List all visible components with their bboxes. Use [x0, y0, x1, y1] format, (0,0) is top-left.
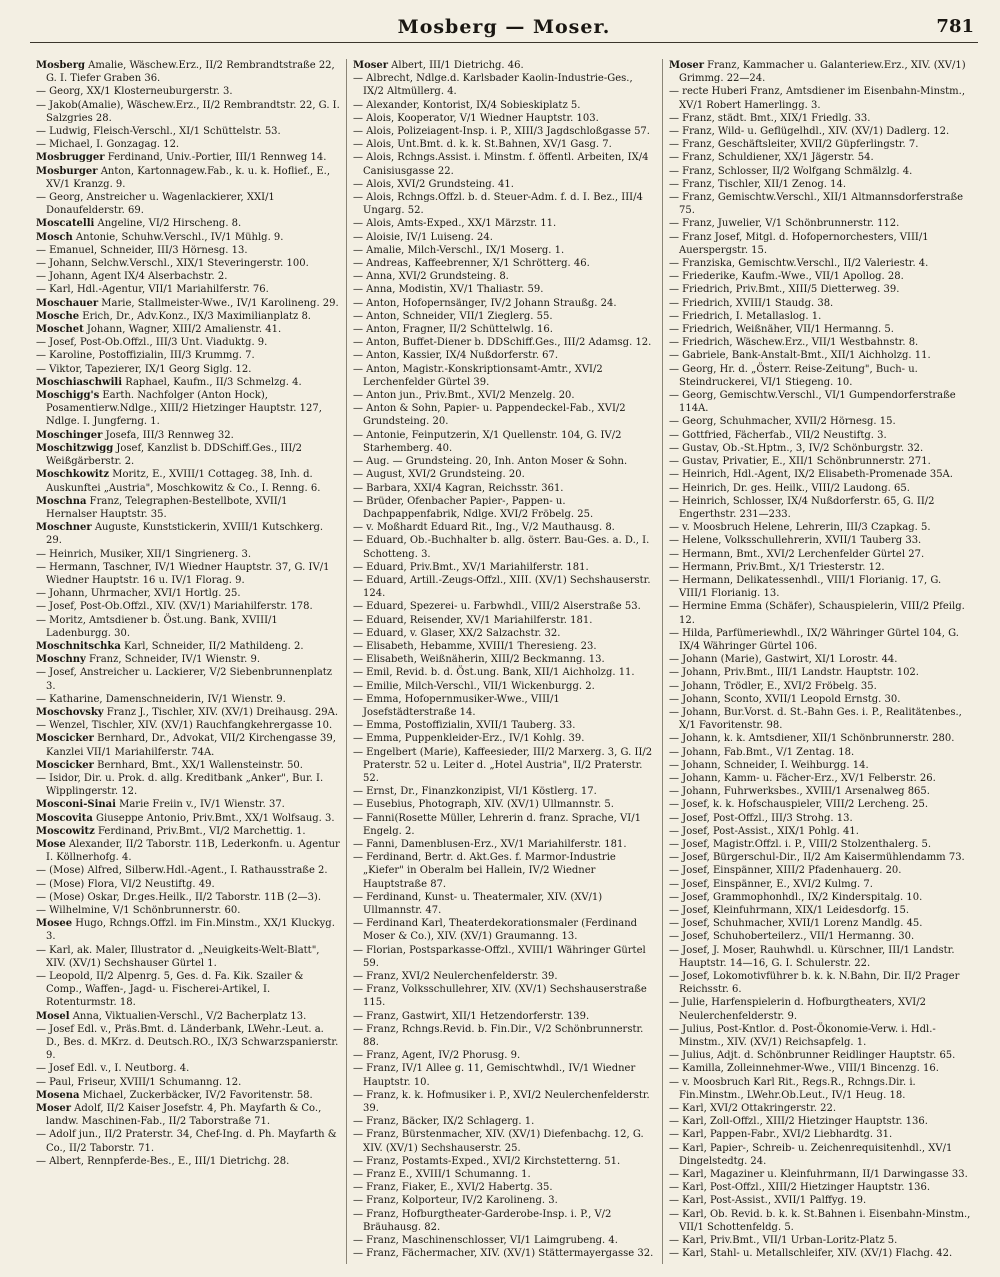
- directory-entry: — Franz, Agent, IV/2 Phorusg. 9.: [353, 1050, 521, 1062]
- running-head: Mosberg — Moser.: [397, 16, 611, 38]
- directory-entry: — Franz, Gastwirt, XII/1 Hetzendorferstr. 139.: [353, 1010, 590, 1022]
- directory-entry: — Josef, J. Moser, Rauhwhdl. u. Kürschner, III/1 Landstr. Hauptstr. 14—16, G. I. Schulerstr. 22.: [669, 944, 955, 969]
- directory-entry: — recte Huberi Franz, Amtsdiener im Eisenbahn-Minstm., XV/1 Robert Hamerlingg. 3.: [669, 86, 966, 111]
- directory-entry: — Franz, Geschäftsleiter, XVII/2 Güpferlingstr. 7.: [669, 139, 919, 151]
- directory-entry: — Johann (Marie), Gastwirt, XI/1 Lorostr. 44.: [669, 654, 898, 666]
- directory-entry: — Josef, Grammophonhdl., IX/2 Kinderspitalg. 10.: [669, 891, 923, 903]
- directory-entry: — Josef, Einspänner, E., XVI/2 Kulmg. 7.: [669, 878, 873, 890]
- directory-entry: — Jakob(Amalie), Wäschew.Erz., II/2 Rembrandtstr. 22, G. I. Salzgries 28.: [36, 99, 340, 124]
- directory-entry: — Hermann, Bmt., XVI/2 Lerchenfelder Gürtel 27.: [669, 548, 925, 560]
- directory-entry: — v. Moßhardt Eduard Rit., Ing., V/2 Mauthausg. 8.: [353, 522, 615, 534]
- directory-entry: — Josef Edl. v., I. Neutborg. 4.: [36, 1063, 190, 1075]
- directory-entry: — Alois, Polizeiagent-Insp. i. P., XIII/3 Jagdschloßgasse 57.: [353, 126, 650, 138]
- directory-entry: — Wenzel, Tischler, XIV. (XV/1) Rauchfangkehrergasse 10.: [36, 720, 333, 732]
- directory-entry: — Eduard, Ob.-Buchhalter b. allg. österr. Bau-Ges. a. D., I. Schotteng. 3.: [353, 535, 650, 560]
- directory-entry: Moschny Franz, Schneider, IV/1 Wienstr. 9.: [36, 654, 261, 666]
- directory-entry: — Anton, Magistr.-Konskriptionsamt-Amtr., XVI/2 Lerchenfelder Gürtel 39.: [353, 363, 603, 388]
- directory-entry: — Franz, k. k. Hofmusiker i. P., XVI/2 Neulerchenfelderstr. 39.: [353, 1089, 650, 1115]
- directory-entry: Mosena Michael, Zuckerbäcker, IV/2 Favoritenstr. 58.: [36, 1089, 313, 1101]
- directory-entry: — Julius, Adjt. d. Schönbrunner Reidlinger Hauptstr. 65.: [669, 1050, 956, 1062]
- directory-entry: Moschiaschwili Raphael, Kaufm., II/3 Schmelzg. 4.: [36, 376, 302, 388]
- directory-entry: — Emilie, Milch-Verschl., VII/1 Wickenburgg. 2.: [353, 680, 595, 692]
- directory-entry: — Franz, Schuldiener, XX/1 Jägerstr. 54.: [669, 152, 874, 164]
- directory-entry: — Franz, Fächermacher, XIV. (XV/1) Stättermayergasse 32.: [353, 1248, 654, 1260]
- directory-entry: — Heinrich, Schlosser, IX/4 Nußdorferstr. 65, G. II/2 Engerthstr. 231—233.: [669, 495, 935, 520]
- directory-entry: — Elisabeth, Weißnäherin, XIII/2 Beckmanng. 13.: [353, 654, 605, 666]
- directory-entry: Moser Franz, Kammacher u. Galanteriew.Erz., XIV. (XV/1) Grimmg. 22—24.: [669, 60, 966, 85]
- directory-entry: Moschner Auguste, Kunststickerin, XVIII/1 Kutschkerg. 29.: [36, 522, 324, 547]
- directory-entry: — Franz, Wild- u. Geflügelhdl., XIV. (XV/1) Dadlerg. 12.: [669, 126, 950, 138]
- directory-entry: — Barbara, XXI/4 Kagran, Reichsstr. 361.: [353, 482, 564, 494]
- directory-entry: — Johann, Fab.Bmt., V/1 Zentag. 18.: [669, 746, 855, 758]
- directory-entry: Mose Alexander, II/2 Taborstr. 11B, Lederkonfn. u. Agentur I. Köllnerhofg. 4.: [36, 838, 340, 864]
- directory-entry: — Josef, Schuhoberteilerz., VII/1 Hermanng. 30.: [669, 931, 915, 943]
- directory-entry: Moscowitz Ferdinand, Priv.Bmt., VI/2 Marchettig. 1.: [36, 825, 306, 837]
- directory-entry: — Ferdinand, Bertr. d. Akt.Ges. f. Marmor-Industrie „Kiefer" in Oberalm bei Hallein, IV/2 Wiedner Hauptstraße 87.: [353, 852, 616, 890]
- directory-entry: — Heinrich, Hdl.-Agent, IX/2 Elisabeth-Promenade 35A.: [669, 469, 953, 481]
- directory-entry: — Alexander, Kontorist, IX/4 Sobieskiplatz 5.: [353, 99, 581, 111]
- directory-entry: — Alois, Kooperator, V/1 Wiedner Hauptstr. 103.: [353, 112, 599, 124]
- directory-entry: — v. Moosbruch Helene, Lehrerin, III/3 Czapkag. 5.: [669, 522, 931, 534]
- directory-entry: — Brüder, Ofenbacher Papier-, Pappen- u. Dachpappenfabrik, Ndlge. XVI/2 Fröbelg. 25.: [353, 495, 594, 520]
- directory-entry: — Franz, Postamts-Exped., XVI/2 Kirchstetterng. 51.: [353, 1155, 621, 1167]
- directory-entry: Mosel Anna, Viktualien-Verschl., V/2 Bacherplatz 13.: [36, 1010, 307, 1022]
- directory-entry: — Eduard, Priv.Bmt., XV/1 Mariahilferstr. 181.: [353, 561, 589, 573]
- directory-entry: — Karoline, Postoffizialin, III/3 Krummg. 7.: [36, 350, 255, 362]
- directory-entry: — Josef, k. k. Hofschauspieler, VIII/2 Lercheng. 25.: [669, 799, 928, 811]
- directory-entry: — Julie, Harfenspielerin d. Hofburgtheaters, XVI/2 Neulerchenfelderstr. 9.: [669, 997, 926, 1022]
- directory-columns: [30, 59, 978, 1264]
- directory-entry: — Aloisie, IV/1 Luiseng. 24.: [353, 231, 493, 243]
- directory-entry: — Anna, Modistin, XV/1 Thaliastr. 59.: [353, 284, 544, 296]
- directory-entry: — Gottfried, Fächerfab., VII/2 Neustiftg. 3.: [669, 429, 887, 441]
- directory-entry: — Heinrich, Dr. ges. Heilk., VIII/2 Laudong. 65.: [669, 482, 910, 494]
- directory-entry: — Josef Edl. v., Präs.Bmt. d. Länderbank, LWehr.-Leut. a. D., Bes. d. MKrz. d. Deutsch.RO., IX/3 Schwarzspanierstr. 9.: [36, 1023, 339, 1062]
- directory-entry: — Moritz, Amtsdiener b. Öst.ung. Bank, XVIII/1 Ladenburgg. 30.: [36, 614, 278, 639]
- directory-entry: — Friedrich, I. Metallaslog. 1.: [669, 310, 822, 322]
- directory-entry: — Paul, Friseur, XVIII/1 Schumanng. 12.: [36, 1076, 242, 1088]
- directory-entry: — Josef, Schuhmacher, XVII/1 Lorenz Mandlg. 45.: [669, 918, 923, 930]
- directory-entry: — Karl, Pappen-Fabr., XVI/2 Liebhardtg. 31.: [669, 1129, 893, 1141]
- directory-entry: — Franziska, Gemischtw.Verschl., II/2 Valeriestr. 4.: [669, 258, 929, 270]
- directory-entry: — Anton, Schneider, VII/1 Zieglerg. 55.: [353, 310, 553, 322]
- directory-entry: — Kamilla, Zolleinnehmer-Wwe., VIII/1 Bincenzg. 16.: [669, 1063, 939, 1075]
- directory-entry: Moschnitschka Karl, Schneider, II/2 Mathildeng. 2.: [36, 640, 304, 652]
- directory-entry: Mosconi-Sinai Marie Freiin v., IV/1 Wienstr. 37.: [36, 799, 285, 811]
- directory-entry: — Friedrich, Priv.Bmt., XIII/5 Dietterweg. 39.: [669, 284, 900, 296]
- directory-entry: Moschauer Marie, Stallmeister-Wwe., IV/1 Karolineng. 29.: [36, 297, 339, 309]
- directory-entry: — Johann, Selchw.Verschl., XIX/1 Steveringerstr. 100.: [36, 258, 309, 270]
- directory-entry: — Johann, Schneider, I. Weihburgg. 14.: [669, 759, 869, 771]
- directory-entry: — Hilda, Parfümeriewhdl., IX/2 Währinger Gürtel 104, G. IX/4 Währinger Gürtel 106.: [669, 627, 959, 652]
- directory-entry: Mosch Antonie, Schuhw.Verschl., IV/1 Mühlg. 9.: [36, 231, 284, 243]
- directory-entry: — Johann, Agent IX/4 Alserbachstr. 2.: [36, 271, 228, 283]
- directory-entry: — Anton & Sohn, Papier- u. Pappendeckel-Fab., XVI/2 Grundsteing. 20.: [353, 403, 626, 428]
- directory-entry: Mosberg Amalie, Wäschew.Erz., II/2 Rembrandtstraße 22, G. I. Tiefer Graben 36.: [36, 60, 335, 85]
- directory-entry: — Karl, Magaziner u. Kleinfuhrmann, II/1 Darwingasse 33.: [669, 1169, 968, 1181]
- directory-entry: — (Mose) Alfred, Silberw.Hdl.-Agent., I. Rathausstraße 2.: [36, 865, 328, 877]
- directory-entry: Mosburger Anton, Kartonnagew.Fab., k. u. k. Hoflief., E., XV/1 Kranzg. 9.: [36, 165, 331, 190]
- directory-entry: — Josef, Post-Offzl., III/3 Strohg. 13.: [669, 812, 853, 824]
- column-right: [662, 59, 978, 1264]
- directory-entry: — Wilhelmine, V/1 Schönbrunnerstr. 60.: [36, 905, 241, 916]
- directory-entry: — Julius, Post-Kntlor. d. Post-Ökonomie-Verw. i. Hdl.-Minstm., XIV. (XV/1) Reichsapfelg. 1.: [669, 1023, 936, 1049]
- directory-entry: — Karl, Ob. Revid. b. k. k. St.Bahnen i. Eisenbahn-Minstm., VII/1 Schottenfeldg. 5.: [669, 1208, 971, 1233]
- directory-entry: — Friedrich, Weißnäher, VII/1 Hermanng. 5.: [669, 324, 894, 336]
- directory-entry: — Anton, Kassier, IX/4 Nußdorferstr. 67.: [353, 350, 559, 362]
- directory-entry: — Franz, Hofburgtheater-Garderobe-Insp. i. P., V/2 Bräuhausg. 82.: [353, 1208, 612, 1233]
- directory-entry: — Heinrich, Musiker, XII/1 Singrienerg. 3.: [36, 548, 252, 560]
- directory-entry: — Friederike, Kaufm.-Wwe., VII/1 Apollog. 28.: [669, 271, 904, 283]
- directory-entry: — Franz, Gemischtw.Verschl., XII/1 Altmannsdorferstraße 75.: [669, 192, 964, 217]
- directory-entry: — Florian, Postsparkasse-Offzl., XVIII/1 Währinger Gürtel 59.: [353, 944, 646, 969]
- directory-entry: Moser Albert, III/1 Dietrichg. 46.: [353, 60, 524, 71]
- directory-entry: — Franz, Volksschullehrer, XIV. (XV/1) Sechshauserstraße 115.: [353, 984, 647, 1009]
- directory-entry: Moschigg's Earth. Nachfolger (Anton Hock), Posamentierw.Ndlge., XIII/2 Hietzinger Hauptstr. 127, Ndlge. I. Jungferng. 1.: [36, 390, 322, 428]
- directory-entry: — Georg, Hr. d. „Österr. Reise-Zeitung", Buch- u. Steindruckerei, VI/1 Stiegeng. 10.: [669, 363, 918, 388]
- directory-entry: Moschinger Josefa, III/3 Rennweg 32.: [36, 429, 234, 441]
- directory-entry: — Karl, Post-Assist., XVII/1 Palffyg. 19.: [669, 1195, 867, 1207]
- directory-entry: — Friedrich, XVIII/1 Staudg. 38.: [669, 297, 834, 309]
- directory-entry: — Ernst, Dr., Finanzkonzipist, VI/1 Köstlerg. 17.: [353, 786, 597, 798]
- directory-entry: — Anna, XVI/2 Grundsteing. 8.: [353, 271, 509, 283]
- directory-entry: — Amalie, Milch-Verschl., IX/1 Moserg. 1.: [353, 244, 565, 256]
- directory-entry: — Emma, Hofopernmusiker-Wwe., VIII/1 Josefstädterstraße 14.: [353, 693, 560, 718]
- directory-entry: — August, XVI/2 Grundsteing. 20.: [353, 469, 525, 481]
- directory-entry: — Emil, Revid. b. d. Öst.ung. Bank, XII/1 Aichholzg. 11.: [353, 667, 635, 679]
- directory-entry: — Alois, Rchngs.Offzl. b. d. Steuer-Adm. f. d. I. Bez., III/4 Ungarg. 52.: [353, 192, 643, 217]
- directory-entry: — Josef, Post-Ob.Offzl., III/3 Unt. Viaduktg. 9.: [36, 337, 268, 349]
- directory-entry: — Johann, Priv.Bmt., III/1 Landstr. Hauptstr. 102.: [669, 667, 919, 679]
- directory-entry: — Ferdinand, Kunst- u. Theatermaler, XIV. (XV/1) Ullmannstr. 47.: [353, 891, 603, 916]
- directory-entry: — Engelbert (Marie), Kaffeesieder, III/2 Marxerg. 3, G. II/2 Praterstr. 52 u. Leiter d. „Hotel Austria", II/2 Praterstr. 52.: [353, 746, 653, 784]
- directory-entry: Moschovsky Franz J., Tischler, XIV. (XV/1) Dreihausg. 29A.: [36, 706, 339, 718]
- directory-entry: Moscicker Bernhard, Dr., Advokat, VII/2 Kirchengasse 39, Kanzlei VII/1 Mariahilferstr. 74A.: [36, 733, 336, 758]
- directory-entry: — Franz, IV/1 Allee g. 11, Gemischtwhdl., IV/1 Wiedner Hauptstr. 10.: [353, 1063, 636, 1088]
- directory-entry: — Hermann, Taschner, IV/1 Wiedner Hauptstr. 37, G. IV/1 Wiedner Hauptstr. 16 u. IV/1 Florag. 9.: [36, 561, 330, 586]
- directory-entry: — Viktor, Tapezierer, IX/1 Georg Siglg. 12.: [36, 363, 252, 375]
- directory-entry: — (Mose) Oskar, Dr.ges.Heilk., II/2 Taborstr. 11B (2—3).: [36, 891, 322, 903]
- directory-entry: — Johann, Trödler, E., XVI/2 Fröbelg. 35.: [669, 680, 877, 692]
- directory-entry: — Franz, Schlosser, II/2 Wolfgang Schmälzlg. 4.: [669, 165, 913, 177]
- directory-entry: — Franz E., XVIII/1 Schumanng. 1.: [353, 1169, 531, 1181]
- directory-entry: — Eduard, Reisender, XV/1 Mariahilferstr. 181.: [353, 614, 593, 626]
- directory-entry: — Johann, Fuhrwerksbes., XVIII/1 Arsenalweg 865.: [669, 786, 930, 798]
- directory-entry: — Karl, Papier-, Schreib- u. Zeichenrequisitenhdl., XV/1 Dingelstedtg. 24.: [669, 1142, 953, 1167]
- directory-entry: — (Mose) Flora, VI/2 Neustiftg. 49.: [36, 878, 215, 890]
- page-number: 781: [936, 16, 974, 37]
- directory-entry: — Ludwig, Fleisch-Verschl., XI/1 Schüttelstr. 53.: [36, 126, 281, 138]
- column-left: [30, 59, 346, 1264]
- directory-entry: Moschna Franz, Telegraphen-Bestellbote, XVII/1 Hernalser Hauptstr. 35.: [36, 495, 288, 520]
- directory-entry: — Georg, Gemischtw.Verschl., VI/1 Gumpendorferstraße 114A.: [669, 390, 956, 415]
- directory-entry: — Johann, Sconto, XVII/1 Leopold Ernstg. 30.: [669, 693, 901, 705]
- directory-entry: — Gustav, Privatier, E., XII/1 Schönbrunnerstr. 271.: [669, 456, 931, 468]
- directory-entry: — Friedrich, Wäschew.Erz., VII/1 Westbahnstr. 8.: [669, 337, 919, 349]
- directory-entry: — Johann, Bur.Vorst. d. St.-Bahn Ges. i. P., Realitätenbes., X/1 Favoritenstr. 98.: [669, 706, 962, 732]
- directory-entry: Moschitzwigg Josef, Kanzlist b. DDSchiff.Ges., III/2 Weißgärberstr. 2.: [36, 442, 303, 468]
- directory-entry: Moscovita Giuseppe Antonio, Priv.Bmt., XX/1 Wolfsaug. 3.: [36, 812, 335, 824]
- directory-entry: — Georg, Anstreicher u. Wagenlackierer, XXI/1 Donaufelderstr. 69.: [36, 192, 275, 217]
- directory-entry: — Josef, Bürgerschul-Dir., II/2 Am Kaisermühlendamm 73.: [669, 852, 965, 864]
- directory-entry: — Franz, Tischler, XII/1 Zenog. 14.: [669, 178, 847, 190]
- directory-entry: — Anton, Fragner, II/2 Schüttelwlg. 16.: [353, 324, 553, 336]
- directory-entry: — Leopold, II/2 Alpenrg. 5, Ges. d. Fa. Kik. Szailer & Comp., Waffen-, Jagd- u. Fischerei-Artikel, I. Rotenturmstr. 18.: [36, 971, 304, 1009]
- directory-entry: — Eusebius, Photograph, XIV. (XV/1) Ullmannstr. 5.: [353, 799, 614, 811]
- directory-entry: — Alois, Rchngs.Assist. i. Minstm. f. öffentl. Arbeiten, IX/4 Canisiusgasse 22.: [353, 152, 649, 177]
- directory-entry: Mosbrugger Ferdinand, Univ.-Portier, III/1 Rennweg 14.: [36, 152, 327, 164]
- directory-entry: Moscicker Bernhard, Bmt., XX/1 Wallensteinstr. 50.: [36, 759, 303, 771]
- directory-entry: — Emanuel, Schneider, III/3 Hörnesg. 13.: [36, 244, 248, 256]
- directory-entry: — Katharine, Damenschneiderin, IV/1 Wienstr. 9.: [36, 693, 286, 705]
- directory-entry: — Josef, Lokomotivführer b. k. k. N.Bahn, Dir. II/2 Prager Reichsstr. 6.: [669, 971, 960, 996]
- directory-entry: — Eduard, Artill.-Zeugs-Offzl., XIII. (XV/1) Sechshauserstr. 124.: [353, 574, 651, 600]
- directory-entry: — Albert, Rennpferde-Bes., E., III/1 Dietrichg. 28.: [36, 1155, 290, 1167]
- directory-entry: — Antonie, Feinputzerin, X/1 Quellenstr. 104, G. IV/2 Starhemberg. 40.: [353, 429, 622, 454]
- directory-entry: — Alois, Unt.Bmt. d. k. k. St.Bahnen, XV/1 Gasg. 7.: [353, 139, 612, 151]
- directory-entry: — Helene, Volksschullehrerin, XVII/1 Tauberg 33.: [669, 535, 922, 547]
- directory-entry: Moser Adolf, II/2 Kaiser Josefstr. 4, Ph. Mayfarth & Co., landw. Maschinen-Fab., II/2 Taborstraße 71.: [36, 1103, 322, 1128]
- directory-entry: — Franz, XVI/2 Neulerchenfelderstr. 39.: [353, 971, 558, 983]
- page-header: [30, 14, 978, 43]
- directory-entry: — Karl, XVI/2 Ottakringerstr. 22.: [669, 1103, 837, 1115]
- directory-entry: — Franz, Bäcker, IX/2 Schlagerg. 1.: [353, 1116, 535, 1128]
- directory-entry: — Fanni(Rosette Müller, Lehrerin d. franz. Sprache, VI/1 Engelg. 2.: [353, 812, 641, 837]
- directory-entry: Moscatelli Angeline, VI/2 Hirscheng. 8.: [36, 218, 242, 230]
- directory-entry: Moschkowitz Moritz, E., XVIII/1 Cottageg. 38, Inh. d. Auskunftei „Austria", Moschkowitz & Co., I. Renng. 6.: [36, 469, 321, 494]
- directory-entry: — Johann, Kamm- u. Fächer-Erz., XV/1 Felberstr. 26.: [669, 772, 936, 784]
- directory-entry: — Eduard, v. Glaser, XX/2 Salzachstr. 32.: [353, 627, 561, 639]
- directory-entry: — Karl, Zoll-Offzl., XIII/2 Hietzinger Hauptstr. 136.: [669, 1116, 928, 1128]
- directory-entry: — Josef, Einspänner, XIII/2 Pfadenhauerg. 20.: [669, 865, 902, 877]
- directory-entry: — Hermann, Delikatessenhdl., VIII/1 Florianig. 17, G. VIII/1 Florianig. 13.: [669, 574, 942, 600]
- directory-entry: — Georg, XX/1 Klosterneuburgerstr. 3.: [36, 86, 233, 98]
- directory-entry: — Gabriele, Bank-Anstalt-Bmt., XII/1 Aichholzg. 11.: [669, 350, 931, 362]
- directory-entry: — Eduard, Spezerei- u. Farbwhdl., VIII/2 Alserstraße 53.: [353, 601, 641, 613]
- directory-entry: — Franz, Bürstenmacher, XIV. (XV/1) Diefenbachg. 12, G. XIV. (XV/1) Sechshauserstr. 25.: [353, 1129, 644, 1154]
- directory-entry: — Elisabeth, Hebamme, XVIII/1 Theresieng. 23.: [353, 640, 597, 652]
- directory-entry: — Karl, ak. Maler, Illustrator d. „Neuigkeits-Welt-Blatt", XIV. (XV/1) Sechshauser Gürtel 1.: [36, 944, 320, 969]
- directory-entry: — Ferdinand Karl, Theaterdekorationsmaler (Ferdinand Moser & Co.), XIV. (XV/1) Graumanng. 13.: [353, 918, 638, 943]
- directory-entry: Mosee Hugo, Rchngs.Offzl. im Fin.Minstm., XX/1 Kluckyg. 3.: [36, 918, 335, 943]
- directory-entry: — Franz, Fiaker, E., XVI/2 Habertg. 35.: [353, 1182, 553, 1194]
- directory-entry: — Emma, Puppenkleider-Erz., IV/1 Kohlg. 39.: [353, 733, 585, 745]
- directory-entry: — Hermann, Priv.Bmt., X/1 Triesterstr. 12.: [669, 561, 885, 573]
- directory-entry: Mosche Erich, Dr., Adv.Konz., IX/3 Maximilianplatz 8.: [36, 310, 311, 322]
- directory-entry: — Emma, Postoffizialin, XVII/1 Tauberg. 33.: [353, 720, 576, 732]
- directory-entry: — Josef, Magistr.Offzl. i. P., VIII/2 Stolzenthalerg. 5.: [669, 838, 932, 850]
- directory-entry: — Franz, Juwelier, V/1 Schönbrunnerstr. 112.: [669, 218, 900, 230]
- directory-entry: — Josef, Post-Assist., XIX/1 Pohlg. 41.: [669, 825, 859, 837]
- directory-entry: — Franz, Rchngs.Revid. b. Fin.Dir., V/2 Schönbrunnerstr. 88.: [353, 1023, 644, 1049]
- directory-entry: — Josef, Anstreicher u. Lackierer, V/2 Siebenbrunnenplatz 3.: [36, 667, 333, 692]
- directory-entry: — Anton jun., Priv.Bmt., XVI/2 Menzelg. 20.: [353, 390, 575, 402]
- directory-entry: — Gustav, Ob.-St.Hptm., 3, IV/2 Schönburgstr. 32.: [669, 442, 924, 454]
- directory-entry: — Johann, Uhrmacher, XVI/1 Hortlg. 25.: [36, 588, 241, 600]
- directory-entry: — Fanni, Damenblusen-Erz., XV/1 Mariahilferstr. 181.: [353, 838, 627, 850]
- directory-entry: — Anton, Buffet-Diener b. DDSchiff.Ges., III/2 Adamsg. 12.: [353, 337, 652, 349]
- directory-entry: — Karl, Hdl.-Agentur, VII/1 Mariahilferstr. 76.: [36, 284, 269, 296]
- directory-entry: — Franz Josef, Mitgl. d. Hofopernorchesters, VIII/1 Auerspergstr. 15.: [669, 231, 929, 256]
- column-middle: [346, 59, 662, 1264]
- directory-entry: — Andreas, Kaffeebrenner, X/1 Schrötterg. 46.: [353, 258, 590, 270]
- directory-entry: — v. Moosbruch Karl Rit., Regs.R., Rchngs.Dir. i. Fin.Minstm., LWehr.Ob.Leut., IV/1 Heug. 18.: [669, 1076, 916, 1101]
- directory-entry: — Isidor, Dir. u. Prok. d. allg. Kreditbank „Anker", Bur. I. Wipplingerstr. 12.: [36, 772, 324, 798]
- directory-entry: — Anton, Hofopernsänger, IV/2 Johann Straußg. 24.: [353, 297, 617, 309]
- directory-entry: — Alois, XVI/2 Grundsteing. 41.: [353, 178, 514, 190]
- directory-entry: — Karl, Post-Offzl., XIII/2 Hietzinger Hauptstr. 136.: [669, 1182, 931, 1194]
- directory-entry: — Aug. — Grundsteing. 20, Inh. Anton Moser & Sohn.: [353, 456, 628, 468]
- directory-entry: — Albrecht, Ndlge.d. Karlsbader Kaolin-Industrie-Ges., IX/2 Altmüllerg. 4.: [353, 73, 633, 98]
- directory-entry: — Karl, Priv.Bmt., VII/1 Urban-Loritz-Platz 5.: [669, 1235, 898, 1247]
- directory-entry: — Georg, Schuhmacher, XVII/2 Hörnesg. 15.: [669, 416, 896, 428]
- directory-entry: — Karl, Stahl- u. Metallschleifer, XIV. (XV/1) Flachg. 42.: [669, 1248, 953, 1260]
- directory-entry: — Michael, I. Gonzagag. 12.: [36, 139, 180, 151]
- directory-entry: — Hermine Emma (Schäfer), Schauspielerin, VIII/2 Pfeilg. 12.: [669, 601, 965, 626]
- directory-entry: — Franz, städt. Bmt., XIX/1 Friedlg. 33.: [669, 112, 871, 124]
- directory-entry: — Josef, Kleinfuhrmann, XIX/1 Leidesdorfg. 15.: [669, 905, 910, 916]
- directory-entry: — Josef, Post-Ob.Offzl., XIV. (XV/1) Mariahilferstr. 178.: [36, 601, 313, 613]
- directory-entry: — Johann, k. k. Amtsdiener, XII/1 Schönbrunnerstr. 280.: [669, 733, 955, 745]
- directory-entry: Moschet Johann, Wagner, XIII/2 Amalienstr. 41.: [36, 324, 282, 336]
- directory-entry: — Franz, Maschinenschlosser, VI/1 Laimgrubeng. 4.: [353, 1235, 618, 1247]
- directory-entry: — Alois, Amts-Exped., XX/1 Märzstr. 11.: [353, 218, 557, 230]
- directory-entry: — Adolf jun., II/2 Praterstr. 34, Chef-Ing. d. Ph. Mayfarth & Co., II/2 Taborstr. 71.: [36, 1129, 337, 1154]
- directory-entry: — Franz, Kolporteur, IV/2 Karolineng. 3.: [353, 1195, 558, 1207]
